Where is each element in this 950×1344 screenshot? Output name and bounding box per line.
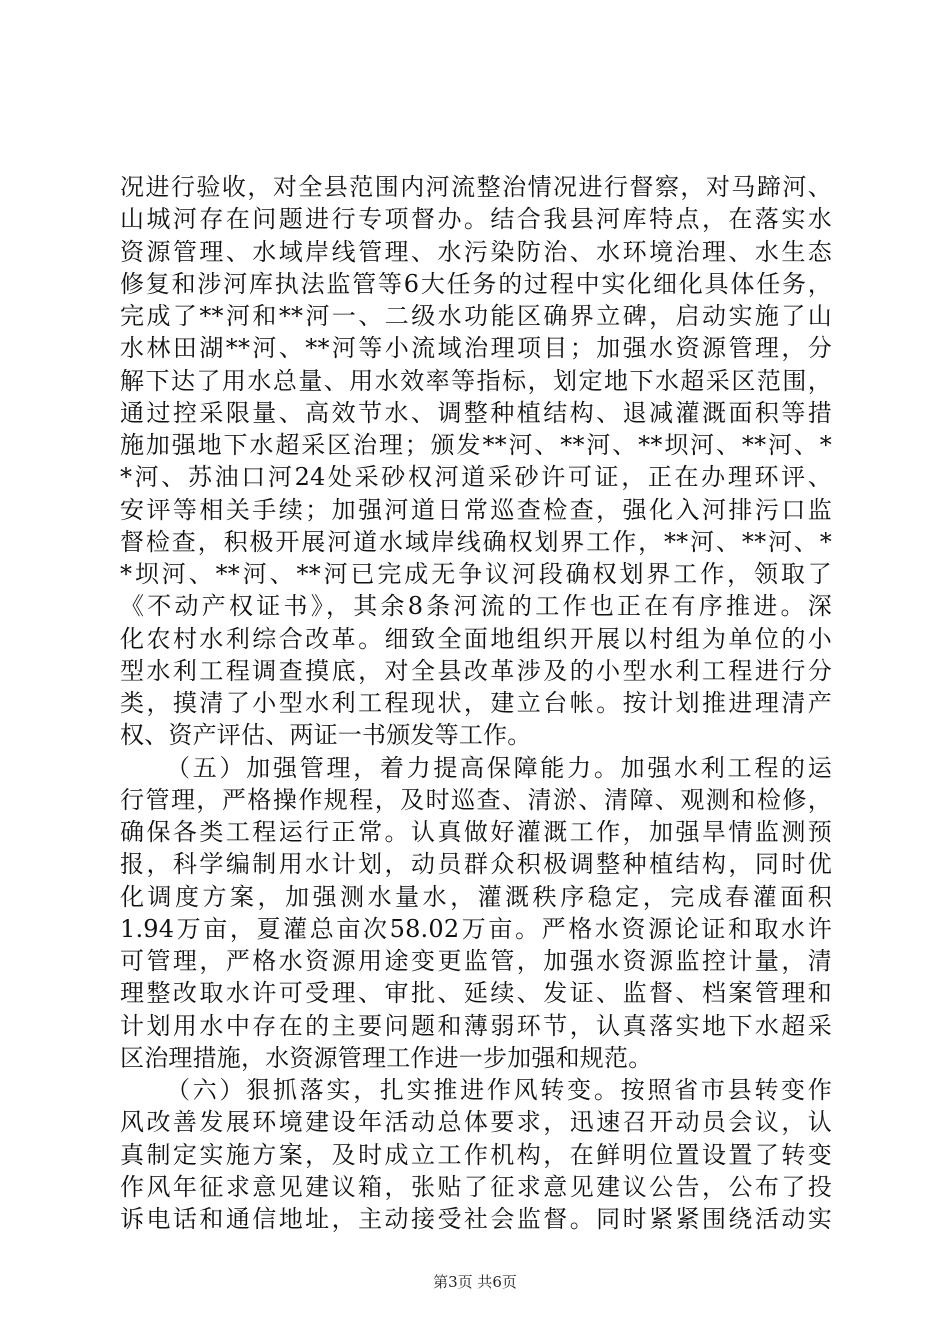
text-line: 修复和涉河库执法监管等6大任务的过程中实化细化具体任务， [120,269,832,298]
text-line: 资源管理、水域岸线管理、水污染防治、水环境治理、水生态 [120,237,832,266]
text-line: 解下达了用水总量、用水效率等指标，划定地下水超采区范围， [120,366,832,395]
text-line: 完成了**河和**河一、二级水功能区确界立碑，启动实施了山 [120,302,832,330]
text-line: 1.94万亩，夏灌总亩次58.02万亩。严格水资源论证和取水许 [120,914,832,943]
text-line: 行管理，严格操作规程，及时巡查、清淤、清障、观测和检修， [120,785,832,814]
text-line: 诉电话和通信地址，主动接受社会监督。同时紧紧围绕活动实 [120,1205,832,1233]
text-line: 类，摸清了小型水利工程现状，建立台帐。按计划推进理清产 [120,689,832,717]
section-heading-line: （六）狠抓落实，扎实推进作风转变。按照省市县转变作 [166,1076,832,1104]
page-number: 第3页 共6页 [433,1273,517,1291]
text-line: 安评等相关手续；加强河道日常巡查检查，强化入河排污口监 [120,495,832,524]
text-line: 计划用水中存在的主要问题和薄弱环节，认真落实地下水超采 [120,1011,832,1040]
text-line: *坝河、**河、**河已完成无争议河段确权划界工作，领取了 [120,560,832,588]
text-line: 权、资产评估、两证一书颁发等工作。 [120,721,532,750]
text-line: 施加强地下水超采区治理；颁发**河、**河、**坝河、**河、* [120,431,832,459]
section-heading-line: （五）加强管理，着力提高保障能力。加强水利工程的运 [166,753,832,782]
page-footer [0,1272,950,1292]
text-line: 区治理措施，水资源管理工作进一步加强和规范。 [120,1043,653,1072]
text-line: 真制定实施方案，及时成立工作机构，在鲜明位置设置了转变 [120,1140,832,1169]
text-line: 水林田湖**河、**河等小流域治理项目；加强水资源管理，分 [120,334,832,363]
text-line: 理整改取水许可受理、审批、延续、发证、监督、档案管理和 [120,979,832,1008]
text-line: 确保各类工程运行正常。认真做好灌溉工作，加强旱情监测预 [120,818,832,846]
text-line: 通过控采限量、高效节水、调整种植结构、退减灌溉面积等措 [120,398,832,427]
text-line: 山城河存在问题进行专项督办。结合我县河库特点，在落实水 [120,205,832,234]
text-line: 风改善发展环境建设年活动总体要求，迅速召开动员会议，认 [120,1108,832,1137]
text-line: 可管理，严格水资源用途变更监管，加强水资源监控计量，清 [120,947,832,975]
text-line: 况进行验收，对全县范围内河流整治情况进行督察，对马蹄河、 [120,173,832,201]
text-line: 化农村水利综合改革。细致全面地组织开展以村组为单位的小 [120,624,832,653]
text-line: 《不动产权证书》，其余8条河流的工作也正在有序推进。深 [120,592,832,621]
text-line: 型水利工程调查摸底，对全县改革涉及的小型水利工程进行分 [120,656,832,685]
text-line: 作风年征求意见建议箱，张贴了征求意见建议公告，公布了投 [120,1172,832,1201]
body-text [120,171,832,1235]
text-line: 督检查，积极开展河道水域岸线确权划界工作，**河、**河、* [120,527,832,556]
text-line: 化调度方案，加强测水量水，灌溉秩序稳定，完成春灌面积 [120,882,832,911]
text-line: *河、苏油口河24处采砂权河道采砂许可证，正在办理环评、 [120,463,832,492]
text-line: 报，科学编制用水计划，动员群众积极调整种植结构，同时优 [120,850,832,879]
